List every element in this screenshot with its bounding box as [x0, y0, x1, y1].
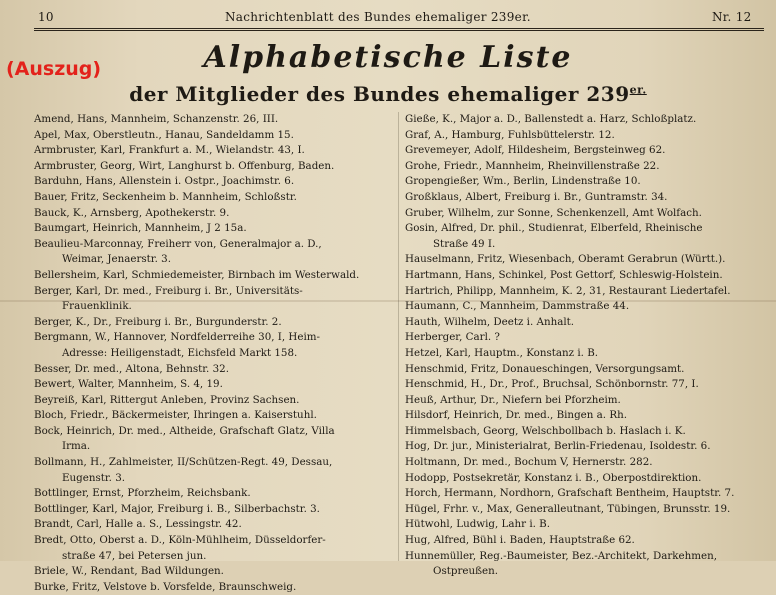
member-entry-line: Hügel, Frhr. v., Max, Generalleutnant, Tübingen, Brunsstr. 19.	[405, 502, 731, 515]
member-entry-line: Grevemeyer, Adolf, Hildesheim, Bergsteinweg 62.	[405, 144, 666, 157]
member-entry-line: Bellersheim, Karl, Schmiedemeister, Birnbach im Westerwald.	[34, 268, 360, 281]
member-entry-continuation: Irma.	[62, 440, 91, 453]
member-entry-line: Hog, Dr. jur., Ministerialrat, Berlin-Friedenau, Isoldestr. 6.	[405, 440, 711, 453]
member-list-right-column	[405, 112, 775, 580]
header-rule	[34, 28, 764, 29]
page-number: 10	[38, 10, 54, 24]
member-entry	[405, 112, 775, 128]
member-entry	[405, 330, 775, 346]
member-entry	[405, 346, 775, 362]
member-entry	[34, 486, 392, 502]
list-title: Alphabetische Liste	[203, 40, 573, 75]
member-entry	[405, 159, 775, 175]
member-entry-line: Gropengießer, Wm., Berlin, Lindenstraße 10.	[405, 175, 641, 188]
member-entry	[405, 408, 775, 424]
member-entry-line: Bergmann, W., Hannover, Nordfelderreihe 30, I, Heim-	[34, 331, 321, 344]
member-entry	[34, 408, 392, 424]
member-entry-line: Graf, A., Hamburg, Fuhlsbüttelerstr. 12.	[405, 128, 615, 141]
member-entry	[34, 268, 392, 284]
member-entry-continuation: Straße 49 I.	[433, 237, 496, 250]
member-entry-line: Brandt, Carl, Halle a. S., Lessingstr. 42.	[34, 518, 242, 531]
member-entry-line: Horch, Hermann, Nordhorn, Grafschaft Bentheim, Hauptstr. 7.	[405, 487, 735, 500]
member-entry-line: Hunnemüller, Reg.-Baumeister, Bez.-Architekt, Darkehmen,	[405, 549, 717, 562]
member-entry	[405, 533, 775, 549]
member-entry	[34, 533, 392, 564]
member-entry-line: Beaulieu-Marconnay, Freiherr von, Generalmajor a. D.,	[34, 237, 322, 250]
member-entry	[405, 174, 775, 190]
member-entry	[34, 221, 392, 237]
member-entry-line: Hartrich, Philipp, Mannheim, K. 2, 31, Restaurant Liedertafel.	[405, 284, 731, 297]
member-entry-line: Barduhn, Hans, Allenstein i. Ostpr., Joachimstr. 6.	[34, 175, 295, 188]
member-entry-line: Hauth, Wilhelm, Deetz i. Anhalt.	[405, 315, 575, 328]
member-entry	[34, 517, 392, 533]
member-entry-continuation: Ostpreußen.	[433, 565, 498, 578]
member-entry-line: Bollmann, H., Zahlmeister, II/Schützen-Regt. 49, Dessau,	[34, 456, 333, 469]
member-entry-line: Apel, Max, Oberstleutn., Hanau, Sandeldamm 15.	[34, 128, 294, 141]
member-entry	[405, 502, 775, 518]
member-entry	[405, 455, 775, 471]
member-entry	[34, 502, 392, 518]
member-entry	[405, 315, 775, 331]
member-entry	[405, 424, 775, 440]
member-entry	[34, 564, 392, 580]
member-entry	[405, 252, 775, 268]
member-entry	[34, 206, 392, 222]
member-entry	[34, 315, 392, 331]
member-entry	[34, 377, 392, 393]
member-entry-line: Herberger, Carl. ?	[405, 331, 500, 344]
member-entry-line: Beyreiß, Karl, Rittergut Anleben, Provinz Sachsen.	[34, 393, 300, 406]
member-entry	[34, 112, 392, 128]
member-entry	[34, 159, 392, 175]
member-entry-line: Armbruster, Georg, Wirt, Langhurst b. Offenburg, Baden.	[34, 159, 335, 172]
member-entry	[34, 330, 392, 361]
member-entry-line: Bottlinger, Ernst, Pforzheim, Reichsbank.	[34, 487, 251, 500]
member-entry-line: Hug, Alfred, Bühl i. Baden, Hauptstraße 62.	[405, 534, 635, 547]
member-entry-line: Holtmann, Dr. med., Bochum V, Hernerstr. 282.	[405, 456, 653, 469]
member-entry	[405, 221, 775, 252]
member-entry-line: Hütwohl, Ludwig, Lahr i. B.	[405, 518, 551, 531]
member-entry-line: Himmelsbach, Georg, Welschbollbach b. Haslach i. K.	[405, 424, 686, 437]
member-entry	[405, 517, 775, 533]
member-entry	[34, 393, 392, 409]
member-entry-line: Heuß, Arthur, Dr., Niefern bei Pforzheim.	[405, 393, 621, 406]
member-entry	[405, 549, 775, 580]
member-entry-line: Gosin, Alfred, Dr. phil., Studienrat, Elberfeld, Rheinische	[405, 222, 703, 235]
page-header	[0, 6, 776, 28]
member-entry	[405, 206, 775, 222]
list-subtitle-text: der Mitglieder des Bundes ehemaliger 239	[129, 82, 630, 106]
member-entry	[405, 128, 775, 144]
member-entry-line: Hetzel, Karl, Hauptm., Konstanz i. B.	[405, 346, 599, 359]
member-entry	[405, 471, 775, 487]
member-entry-line: Amend, Hans, Mannheim, Schanzenstr. 26, III.	[34, 113, 279, 125]
member-entry	[405, 284, 775, 300]
member-entry-line: Großklaus, Albert, Freiburg i. Br., Guntramstr. 34.	[405, 190, 668, 203]
member-entry	[34, 143, 392, 159]
member-entry-line: Gieße, K., Major a. D., Ballenstedt a. Harz, Schloßplatz.	[405, 113, 697, 125]
member-entry	[405, 143, 775, 159]
member-entry-line: Berger, K., Dr., Freiburg i. Br., Burgunderstr. 2.	[34, 315, 282, 328]
publication-title: Nachrichtenblatt des Bundes ehemaliger 239er.	[225, 10, 531, 24]
member-entry	[34, 455, 392, 486]
member-entry	[34, 174, 392, 190]
member-entry-line: Henschmid, H., Dr., Prof., Bruchsal, Schönbornstr. 77, I.	[405, 378, 699, 391]
member-entry-line: Henschmid, Fritz, Donaueschingen, Versorgungsamt.	[405, 362, 685, 375]
member-entry-line: Bewert, Walter, Mannheim, S. 4, 19.	[34, 378, 223, 391]
member-entry-continuation: Frauenklinik.	[62, 300, 132, 313]
member-entry	[405, 486, 775, 502]
member-entry-line: Bottlinger, Karl, Major, Freiburg i. B., Silberbachstr. 3.	[34, 502, 320, 515]
list-subtitle-suffix: er.	[629, 83, 647, 97]
member-entry	[34, 362, 392, 378]
member-entry	[405, 377, 775, 393]
member-entry	[405, 268, 775, 284]
member-entry-continuation: straße 47, bei Petersen jun.	[62, 549, 207, 562]
member-entry	[405, 362, 775, 378]
member-entry-line: Grohe, Friedr., Mannheim, Rheinvillenstraße 22.	[405, 159, 660, 172]
member-entry	[34, 190, 392, 206]
member-entry	[34, 284, 392, 315]
member-entry-line: Berger, Karl, Dr. med., Freiburg i. Br., Universitäts-	[34, 284, 303, 297]
list-subtitle	[0, 82, 776, 106]
member-entry	[405, 299, 775, 315]
member-entry-continuation: Adresse: Heiligenstadt, Eichsfeld Markt 158.	[62, 346, 298, 359]
member-entry-line: Bauck, K., Arnsberg, Apothekerstr. 9.	[34, 206, 230, 219]
member-entry	[405, 190, 775, 206]
member-entry	[405, 439, 775, 455]
column-divider	[398, 112, 399, 561]
member-entry-line: Armbruster, Karl, Frankfurt a. M., Wielandstr. 43, I.	[34, 144, 305, 157]
member-entry-line: Burke, Fritz, Velstove b. Vorsfelde, Braunschweig.	[34, 580, 297, 593]
member-list-left-column	[34, 112, 392, 595]
member-entry-line: Bauer, Fritz, Seckenheim b. Mannheim, Schloßstr.	[34, 190, 297, 203]
member-entry-continuation: Weimar, Jenaerstr. 3.	[62, 253, 171, 266]
member-entry-continuation: Eugenstr. 3.	[62, 471, 126, 484]
member-entry-line: Briele, W., Rendant, Bad Wildungen.	[34, 565, 224, 578]
header-rule-double	[34, 30, 764, 31]
member-entry-line: Hartmann, Hans, Schinkel, Post Gettorf, Schleswig-Holstein.	[405, 268, 723, 281]
member-entry-line: Hilsdorf, Heinrich, Dr. med., Bingen a. Rh.	[405, 409, 627, 422]
member-entry-line: Haumann, C., Mannheim, Dammstraße 44.	[405, 300, 630, 313]
member-entry-line: Bredt, Otto, Oberst a. D., Köln-Mühlheim, Düsseldorfer-	[34, 534, 326, 547]
member-entry-line: Hauselmann, Fritz, Wiesenbach, Oberamt Gerabrun (Württ.).	[405, 253, 726, 266]
member-entry-line: Bloch, Friedr., Bäckermeister, Ihringen a. Kaiserstuhl.	[34, 409, 317, 422]
issue-number: Nr. 12	[712, 10, 752, 24]
member-entry-line: Hodopp, Postsekretär, Konstanz i. B., Oberpostdirektion.	[405, 471, 702, 484]
member-entry	[34, 128, 392, 144]
member-entry	[405, 393, 775, 409]
member-entry-line: Bock, Heinrich, Dr. med., Altheide, Grafschaft Glatz, Villa	[34, 424, 335, 437]
member-entry-line: Besser, Dr. med., Altona, Behnstr. 32.	[34, 362, 229, 375]
member-entry	[34, 580, 392, 595]
member-entry	[34, 237, 392, 268]
excerpt-label: (Auszug)	[6, 58, 102, 80]
member-entry-line: Baumgart, Heinrich, Mannheim, J 2 15a.	[34, 222, 247, 235]
member-entry-line: Gruber, Wilhelm, zur Sonne, Schenkenzell, Amt Wolfach.	[405, 206, 702, 219]
member-entry	[34, 424, 392, 455]
